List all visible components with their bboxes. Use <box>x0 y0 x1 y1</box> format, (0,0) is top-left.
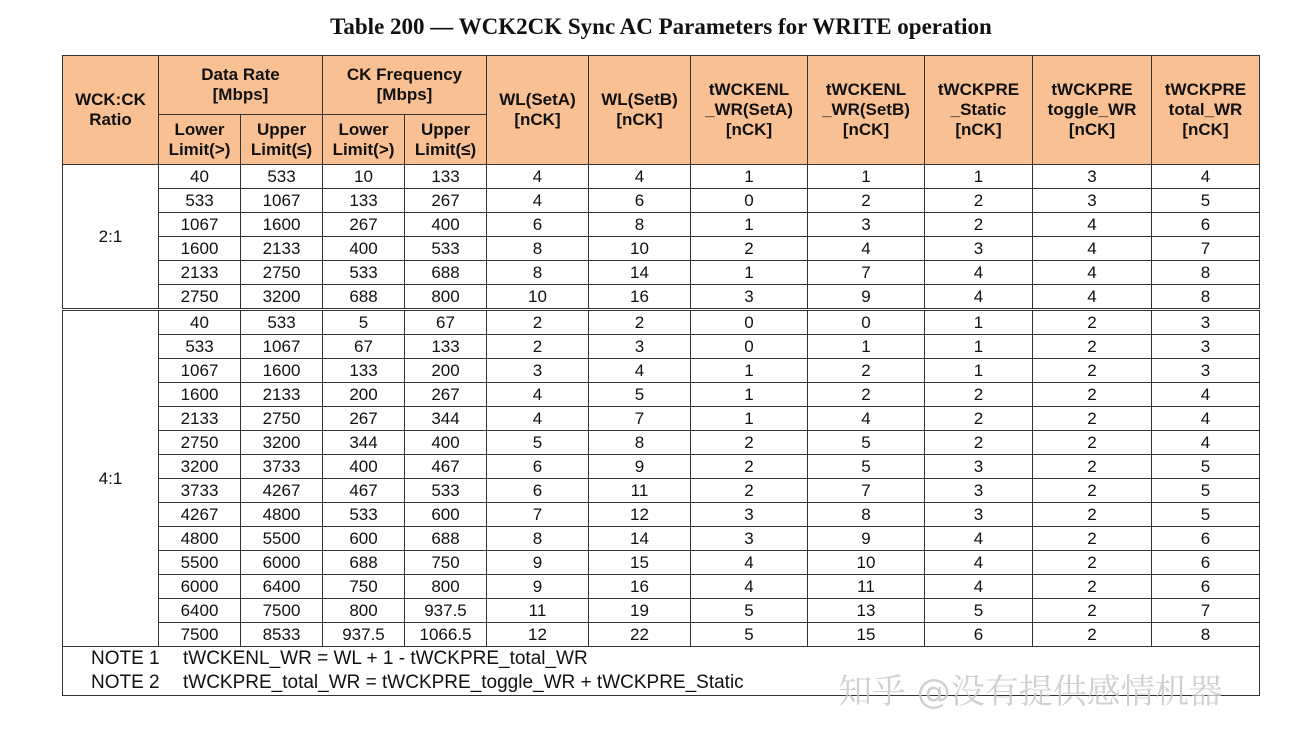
table-cell: 1067 <box>241 189 323 213</box>
table-row <box>63 261 1260 285</box>
table-cell: 8 <box>589 213 691 237</box>
table-cell: 6 <box>589 189 691 213</box>
table-cell: 267 <box>405 189 487 213</box>
table-cell: 5 <box>1152 189 1260 213</box>
table-cell: 15 <box>808 623 925 647</box>
header-ck-upper: Upper Limit(≤) <box>405 115 487 165</box>
table-cell: 7500 <box>159 623 241 647</box>
table-row <box>63 359 1260 383</box>
table-cell: 2 <box>1033 310 1152 335</box>
table-row <box>63 335 1260 359</box>
table-cell: 400 <box>323 455 405 479</box>
table-cell: 2 <box>691 479 808 503</box>
table-cell: 4 <box>808 237 925 261</box>
table-cell: 2 <box>1033 503 1152 527</box>
table-cell: 800 <box>405 575 487 599</box>
table-cell: 2 <box>691 431 808 455</box>
table-cell: 14 <box>589 527 691 551</box>
table-cell: 2 <box>1033 407 1152 431</box>
table-cell: 10 <box>589 237 691 261</box>
table-cell: 4 <box>589 359 691 383</box>
table-cell: 2 <box>1033 551 1152 575</box>
table-cell: 1 <box>925 335 1033 359</box>
table-cell: 1 <box>691 261 808 285</box>
table-row <box>63 623 1260 647</box>
table-cell: 4267 <box>159 503 241 527</box>
table-cell: 1600 <box>159 237 241 261</box>
table-cell: 40 <box>159 310 241 335</box>
table-cell: 3733 <box>241 455 323 479</box>
table-cell: 1067 <box>159 359 241 383</box>
table-cell: 2750 <box>241 261 323 285</box>
table-cell: 10 <box>808 551 925 575</box>
table-cell: 3 <box>1152 335 1260 359</box>
table-cell: 10 <box>323 165 405 189</box>
table-cell: 40 <box>159 165 241 189</box>
table-cell: 0 <box>691 189 808 213</box>
table-cell: 5 <box>1152 503 1260 527</box>
table-row <box>63 479 1260 503</box>
table-cell: 2 <box>925 431 1033 455</box>
table-cell: 67 <box>323 335 405 359</box>
table-cell: 533 <box>323 503 405 527</box>
table-cell: 2 <box>925 407 1033 431</box>
table-cell: 467 <box>323 479 405 503</box>
table-cell: 6000 <box>159 575 241 599</box>
table-cell: 8 <box>808 503 925 527</box>
table-row <box>63 213 1260 237</box>
table-cell: 2750 <box>159 285 241 310</box>
table-cell: 533 <box>241 165 323 189</box>
table-cell: 3200 <box>241 285 323 310</box>
table-cell: 3 <box>1152 359 1260 383</box>
table-cell: 4 <box>487 165 589 189</box>
table-cell: 937.5 <box>323 623 405 647</box>
table-cell: 3 <box>691 285 808 310</box>
table-cell: 7 <box>808 479 925 503</box>
table-cell: 8 <box>589 431 691 455</box>
header-twckpre-static: tWCKPRE _Static [nCK] <box>925 56 1033 165</box>
table-cell: 8 <box>487 237 589 261</box>
table-cell: 3 <box>1152 310 1260 335</box>
table-cell: 4 <box>1152 383 1260 407</box>
table-cell: 3 <box>925 479 1033 503</box>
table-row <box>63 575 1260 599</box>
table-cell: 2 <box>1033 359 1152 383</box>
header-ratio: WCK:CK Ratio <box>63 56 159 165</box>
table-cell: 4 <box>691 575 808 599</box>
table-cell: 12 <box>589 503 691 527</box>
table-cell: 1 <box>691 165 808 189</box>
table-cell: 4 <box>1033 261 1152 285</box>
table-cell: 2 <box>1033 575 1152 599</box>
note-1-id: NOTE 1 <box>91 648 160 669</box>
header-data-rate-lower: Lower Limit(>) <box>159 115 241 165</box>
table-cell: 8 <box>487 527 589 551</box>
table-cell: 8 <box>1152 623 1260 647</box>
table-cell: 4 <box>1152 165 1260 189</box>
header-wl-seta: WL(SetA) [nCK] <box>487 56 589 165</box>
table-cell: 2 <box>1033 479 1152 503</box>
table-cell: 4267 <box>241 479 323 503</box>
table-cell: 400 <box>405 213 487 237</box>
table-cell: 2 <box>487 335 589 359</box>
table-cell: 344 <box>405 407 487 431</box>
header-ck-lower: Lower Limit(>) <box>323 115 405 165</box>
ratio-cell: 4:1 <box>63 310 159 647</box>
note-2-id: NOTE 2 <box>91 672 160 693</box>
group-2to1 <box>63 165 1260 310</box>
table-cell: 4 <box>589 165 691 189</box>
table-cell: 5 <box>925 599 1033 623</box>
table-cell: 4 <box>1152 431 1260 455</box>
table-cell: 6 <box>487 455 589 479</box>
table-cell: 133 <box>323 189 405 213</box>
table-cell: 2133 <box>241 237 323 261</box>
table-cell: 14 <box>589 261 691 285</box>
table-row <box>63 383 1260 407</box>
table-cell: 1 <box>691 407 808 431</box>
table-cell: 2 <box>925 189 1033 213</box>
table-cell: 0 <box>691 310 808 335</box>
table-cell: 4 <box>925 575 1033 599</box>
table-cell: 1 <box>808 335 925 359</box>
table-cell: 2 <box>487 310 589 335</box>
table-cell: 4 <box>691 551 808 575</box>
table-row <box>63 503 1260 527</box>
table-cell: 750 <box>323 575 405 599</box>
table-row <box>63 189 1260 213</box>
table-cell: 2 <box>1033 383 1152 407</box>
table-cell: 1600 <box>159 383 241 407</box>
table-cell: 1 <box>691 359 808 383</box>
table-cell: 533 <box>159 335 241 359</box>
note-2-text: tWCKPRE_total_WR = tWCKPRE_toggle_WR + tWCKPRE_Static <box>183 672 744 693</box>
table-cell: 1067 <box>159 213 241 237</box>
table-cell: 3 <box>925 503 1033 527</box>
header-twckenl-setb: tWCKENL _WR(SetB) [nCK] <box>808 56 925 165</box>
table-cell: 267 <box>405 383 487 407</box>
table-cell: 9 <box>487 551 589 575</box>
header-twckpre-toggle: tWCKPRE toggle_WR [nCK] <box>1033 56 1152 165</box>
watermark-text: 知乎 @没有提供感情机器 <box>838 672 1223 712</box>
table-cell: 5 <box>808 455 925 479</box>
table-cell: 3 <box>1033 165 1152 189</box>
table-cell: 4 <box>925 285 1033 310</box>
table-cell: 7 <box>589 407 691 431</box>
table-cell: 11 <box>808 575 925 599</box>
table-cell: 2 <box>589 310 691 335</box>
table-cell: 7 <box>808 261 925 285</box>
table-cell: 2 <box>808 359 925 383</box>
table-cell: 4 <box>487 189 589 213</box>
table-row <box>63 237 1260 261</box>
table-cell: 67 <box>405 310 487 335</box>
table-cell: 3 <box>1033 189 1152 213</box>
table-cell: 2 <box>925 213 1033 237</box>
header-data-rate-upper: Upper Limit(≤) <box>241 115 323 165</box>
table-cell: 800 <box>405 285 487 310</box>
table-row <box>63 310 1260 335</box>
table-cell: 5 <box>1152 479 1260 503</box>
table-cell: 4 <box>808 407 925 431</box>
table-cell: 533 <box>241 310 323 335</box>
table-cell: 1 <box>808 165 925 189</box>
table-cell: 750 <box>405 551 487 575</box>
table-cell: 4 <box>1033 285 1152 310</box>
table-cell: 6400 <box>241 575 323 599</box>
table-cell: 4 <box>1152 407 1260 431</box>
table-cell: 6400 <box>159 599 241 623</box>
table-cell: 937.5 <box>405 599 487 623</box>
table-cell: 2 <box>1033 431 1152 455</box>
table-cell: 1600 <box>241 213 323 237</box>
table-cell: 13 <box>808 599 925 623</box>
table-cell: 0 <box>691 335 808 359</box>
table-cell: 6 <box>1152 551 1260 575</box>
table-cell: 3 <box>589 335 691 359</box>
header-wl-setb: WL(SetB) [nCK] <box>589 56 691 165</box>
table-cell: 600 <box>405 503 487 527</box>
table-cell: 2 <box>1033 335 1152 359</box>
table-cell: 133 <box>405 335 487 359</box>
table-cell: 267 <box>323 213 405 237</box>
table-cell: 4 <box>1033 213 1152 237</box>
note-1-text: tWCKENL_WR = WL + 1 - tWCKPRE_total_WR <box>183 648 588 669</box>
table-cell: 16 <box>589 575 691 599</box>
header-twckpre-total: tWCKPRE total_WR [nCK] <box>1152 56 1260 165</box>
table-cell: 4 <box>925 527 1033 551</box>
table-cell: 344 <box>323 431 405 455</box>
table-cell: 688 <box>405 261 487 285</box>
table-cell: 5 <box>808 431 925 455</box>
table-cell: 2750 <box>159 431 241 455</box>
table-cell: 0 <box>808 310 925 335</box>
table-cell: 1600 <box>241 359 323 383</box>
table-cell: 2 <box>925 383 1033 407</box>
table-title: Table 200 — WCK2CK Sync AC Parameters for WRITE operation <box>330 14 992 39</box>
table-cell: 8533 <box>241 623 323 647</box>
table-cell: 2 <box>1033 623 1152 647</box>
table-cell: 533 <box>159 189 241 213</box>
group-4to1 <box>63 310 1260 647</box>
table-cell: 5 <box>1152 455 1260 479</box>
table-cell: 3 <box>808 213 925 237</box>
table-cell: 2 <box>1033 455 1152 479</box>
table-cell: 3 <box>925 237 1033 261</box>
table-cell: 2 <box>1033 527 1152 551</box>
table-cell: 4 <box>925 551 1033 575</box>
table-cell: 2 <box>691 237 808 261</box>
table-cell: 12 <box>487 623 589 647</box>
table-cell: 5 <box>487 431 589 455</box>
table-row <box>63 551 1260 575</box>
table-cell: 267 <box>323 407 405 431</box>
table-row <box>63 599 1260 623</box>
table-cell: 1 <box>925 165 1033 189</box>
table-cell: 1 <box>691 383 808 407</box>
table-cell: 15 <box>589 551 691 575</box>
table-cell: 3 <box>691 503 808 527</box>
table-cell: 2 <box>691 455 808 479</box>
table-row <box>63 407 1260 431</box>
table-cell: 6 <box>1152 527 1260 551</box>
table-cell: 8 <box>1152 261 1260 285</box>
table-cell: 5 <box>589 383 691 407</box>
table-cell: 2 <box>1033 599 1152 623</box>
table-cell: 533 <box>405 479 487 503</box>
header-data-rate: Data Rate [Mbps] <box>159 56 323 115</box>
table-cell: 600 <box>323 527 405 551</box>
table-cell: 4 <box>1033 237 1152 261</box>
table-cell: 4 <box>487 383 589 407</box>
table-cell: 3 <box>691 527 808 551</box>
table-cell: 19 <box>589 599 691 623</box>
table-cell: 5500 <box>241 527 323 551</box>
table-cell: 4 <box>925 261 1033 285</box>
header-twckenl-seta: tWCKENL _WR(SetA) [nCK] <box>691 56 808 165</box>
table-cell: 6 <box>925 623 1033 647</box>
table-cell: 6 <box>1152 213 1260 237</box>
table-cell: 2133 <box>241 383 323 407</box>
table-cell: 688 <box>405 527 487 551</box>
table-cell: 4 <box>487 407 589 431</box>
table-cell: 11 <box>589 479 691 503</box>
table-cell: 7 <box>487 503 589 527</box>
table-cell: 3200 <box>241 431 323 455</box>
table-cell: 533 <box>323 261 405 285</box>
table-cell: 5500 <box>159 551 241 575</box>
table-cell: 11 <box>487 599 589 623</box>
table-cell: 3200 <box>159 455 241 479</box>
table-cell: 2750 <box>241 407 323 431</box>
table-cell: 1 <box>691 213 808 237</box>
table-cell: 200 <box>323 383 405 407</box>
table-cell: 2 <box>808 189 925 213</box>
table-row <box>63 285 1260 310</box>
table-cell: 6 <box>487 213 589 237</box>
table-cell: 8 <box>487 261 589 285</box>
table-row <box>63 165 1260 189</box>
table-cell: 9 <box>589 455 691 479</box>
table-cell: 7 <box>1152 599 1260 623</box>
table-cell: 1 <box>925 359 1033 383</box>
table-cell: 133 <box>405 165 487 189</box>
table-cell: 5 <box>691 599 808 623</box>
table-cell: 688 <box>323 551 405 575</box>
table-cell: 467 <box>405 455 487 479</box>
table-cell: 5 <box>323 310 405 335</box>
table-cell: 3 <box>925 455 1033 479</box>
table-cell: 533 <box>405 237 487 261</box>
table-cell: 7 <box>1152 237 1260 261</box>
table-cell: 22 <box>589 623 691 647</box>
table-cell: 3733 <box>159 479 241 503</box>
table-cell: 4800 <box>159 527 241 551</box>
table-cell: 133 <box>323 359 405 383</box>
table-cell: 9 <box>808 527 925 551</box>
table-row <box>63 527 1260 551</box>
table-cell: 1067 <box>241 335 323 359</box>
table-cell: 6 <box>487 479 589 503</box>
table-cell: 8 <box>1152 285 1260 310</box>
ratio-cell: 2:1 <box>63 165 159 310</box>
table-cell: 800 <box>323 599 405 623</box>
table-cell: 2 <box>808 383 925 407</box>
table-cell: 16 <box>589 285 691 310</box>
table-cell: 4800 <box>241 503 323 527</box>
table-cell: 6000 <box>241 551 323 575</box>
table-cell: 688 <box>323 285 405 310</box>
wck2ck-write-table <box>62 55 1260 696</box>
table-cell: 1066.5 <box>405 623 487 647</box>
table-cell: 2133 <box>159 407 241 431</box>
table-cell: 2133 <box>159 261 241 285</box>
table-cell: 400 <box>405 431 487 455</box>
table-cell: 200 <box>405 359 487 383</box>
header-ck-frequency: CK Frequency [Mbps] <box>323 56 487 115</box>
table-cell: 3 <box>487 359 589 383</box>
table-cell: 5 <box>691 623 808 647</box>
table-cell: 1 <box>925 310 1033 335</box>
table-cell: 9 <box>487 575 589 599</box>
table-cell: 400 <box>323 237 405 261</box>
table-cell: 10 <box>487 285 589 310</box>
table-row <box>63 455 1260 479</box>
table-cell: 6 <box>1152 575 1260 599</box>
table-cell: 9 <box>808 285 925 310</box>
table-row <box>63 431 1260 455</box>
table-cell: 7500 <box>241 599 323 623</box>
